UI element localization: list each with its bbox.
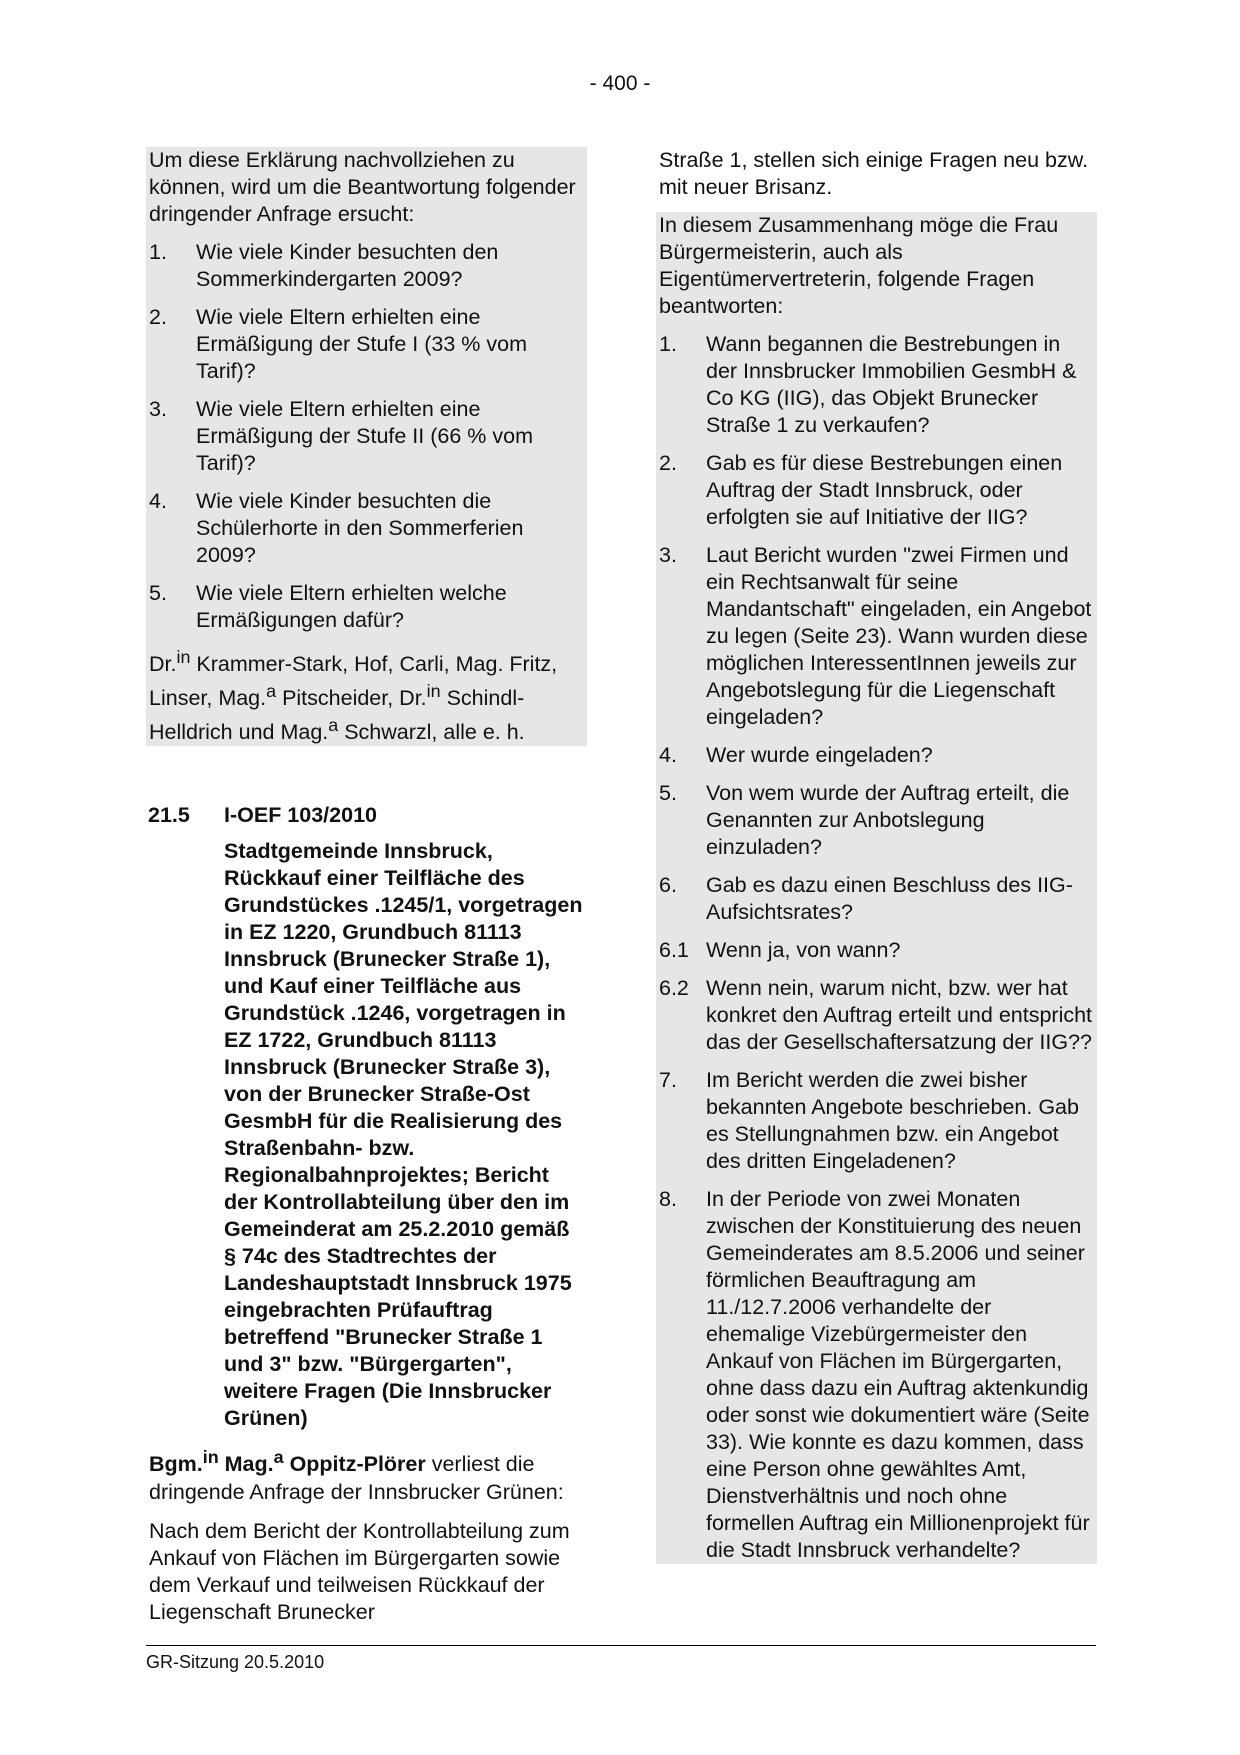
list-item: [149, 488, 584, 569]
list-text: Wie viele Kinder besuchten den Sommerkindergarten 2009?: [196, 240, 499, 291]
list-item: [659, 937, 1094, 964]
list-number: 2.: [149, 305, 167, 329]
list-number: 3.: [149, 397, 167, 421]
list-number: 6.: [659, 873, 677, 897]
list-text: Von wem wurde der Auftrag erteilt, die Genannten zur Anbotslegung einzuladen?: [706, 781, 1070, 859]
body-paragraph: Nach dem Bericht der Kontrollabteilung zum Ankauf von Flächen im Bürgergarten sowie dem Verkauf und teilweisen Rückkauf der Liegenschaft Brunecker: [149, 1518, 570, 1624]
list-item: [659, 331, 1094, 439]
right-shaded-block: [656, 212, 1097, 1564]
list-item: [149, 580, 584, 634]
footer-divider: [146, 1645, 1096, 1646]
list-item: [149, 396, 584, 477]
list-text: In der Periode von zwei Monaten zwischen der Konstituierung des neuen Gemeinderates am 8.5.2006 und seiner förmlichen Beauftragung am 11./12.7.2006 verhandelte der ehemalige Vizebürgermeister den Ankauf von Flächen im Bürgergarten, ohne dass dazu ein Auftrag aktenkundig oder sonst wie dokumentiert wäre (Seite 33). Wie konnte es dazu kommen, dass eine Person ohne gewähltes Amt, Dienstverhältnis und noch ohne formellen Auftrag ein Millionenprojekt für die Stadt Innsbruck verhandelte?: [706, 1187, 1090, 1562]
list-text: Wann begannen die Bestrebungen in der Innsbrucker Immobilien GesmbH & Co KG (IIG), das Objekt Brunecker Straße 1 zu verkaufen?: [706, 332, 1077, 437]
list-number: 3.: [659, 543, 677, 567]
right-continuation: Straße 1, stellen sich einige Fragen neu bzw. mit neuer Brisanz.: [659, 148, 1089, 199]
list-text: Wer wurde eingeladen?: [706, 743, 933, 767]
left-column: [146, 147, 587, 1626]
list-text: Gab es für diese Bestrebungen einen Auftrag der Stadt Innsbruck, oder erfolgten sie auf Initiative der IIG?: [706, 451, 1063, 529]
page-number: - 400 -: [589, 72, 651, 95]
list-number: 1.: [659, 332, 677, 356]
list-number: 5.: [149, 581, 167, 605]
right-intro: In diesem Zusammenhang möge die Frau Bürgermeisterin, auch als Eigentümervertreterin, folgende Fragen beantworten:: [659, 213, 1059, 318]
speaker-line: Bgm.$^{in}$ Mag.$^a$ Oppitz-Plörer verliest die dringende Anfrage der Innsbrucker Grünen:: [149, 1447, 564, 1504]
list-number: 5.: [659, 781, 677, 805]
left-intro: Um diese Erklärung nachvollziehen zu können, wird um die Beantwortung folgender dringender Anfrage ersucht:: [149, 148, 576, 226]
section-code: I-OEF 103/2010: [224, 803, 377, 828]
list-text: Im Bericht werden die zwei bisher bekannten Angebote beschrieben. Gab es Stellungnahmen bzw. ein Angebot des dritten Eingeladenen?: [706, 1068, 1079, 1173]
list-number: 7.: [659, 1068, 677, 1092]
list-number: 8.: [659, 1187, 677, 1211]
list-item: [149, 239, 584, 293]
list-number: 2.: [659, 451, 677, 475]
list-text: Wie viele Eltern erhielten welche Ermäßigungen dafür?: [196, 581, 507, 632]
list-text: Gab es dazu einen Beschluss des IIG-Aufsichtsrates?: [706, 873, 1073, 924]
section-heading: [146, 802, 587, 829]
list-item: [659, 450, 1094, 531]
list-number: 1.: [149, 240, 167, 264]
list-item: [659, 742, 1094, 769]
footer-text: GR-Sitzung 20.5.2010: [146, 1652, 325, 1672]
section-number: 21.5: [148, 803, 190, 828]
signatories: Dr.$^{in}$ Krammer-Stark, Hof, Carli, Mag. Fritz, Linser, Mag.$^a$ Pitscheider, Dr.$^{in}$ Schindl-Helldrich und Mag.$^a$ Schwarzl, alle e. h.: [149, 647, 558, 745]
list-item: [659, 872, 1094, 926]
list-text: Wenn nein, warum nicht, bzw. wer hat konkret den Auftrag erteilt und entspricht das der Gesellschaftersatzung der IIG??: [706, 976, 1093, 1054]
list-item: [659, 975, 1094, 1056]
list-item: [149, 304, 584, 385]
list-item: [659, 780, 1094, 861]
list-number: 6.2: [659, 976, 689, 1000]
left-shaded-block: [146, 147, 587, 746]
list-item: [659, 542, 1094, 731]
right-column: [656, 147, 1097, 1564]
list-text: Wie viele Eltern erhielten eine Ermäßigung der Stufe II (66 % vom Tarif)?: [196, 397, 533, 475]
list-text: Wie viele Kinder besuchten die Schülerhorte in den Sommerferien 2009?: [196, 489, 524, 567]
section-title: Stadtgemeinde Innsbruck, Rückkauf einer Teilfläche des Grundstückes .1245/1, vorgetragen in EZ 1220, Grundbuch 81113 Innsbruck (Brunecker Straße 1), und Kauf einer Teilfläche aus Grundstück .1246, vorgetragen in EZ 1722, Grundbuch 81113 Innsbruck (Brunecker Straße 3), von der Brunecker Straße-Ost GesmbH für die Realisierung des Straßenbahn- bzw. Regionalbahnprojektes; Bericht der Kontrollabteilung über den im Gemeinderat am 25.2.2010 gemäß § 74c des Stadtrechtes der Landeshauptstadt Innsbruck 1975 eingebrachten Prüfauftrag betreffend "Brunecker Straße 1 und 3" bzw. "Bürgergarten", weitere Fragen (Die Innsbrucker Grünen): [224, 839, 583, 1431]
list-number: 4.: [149, 489, 167, 513]
list-item: [659, 1186, 1094, 1564]
list-text: Laut Bericht wurden "zwei Firmen und ein Rechtsanwalt für seine Mandantschaft" eingeladen, ein Angebot zu legen (Seite 23). Wann wurden diese möglichen InteressentInnen jeweils zur Angebotslegung für die Liegenschaft eingeladen?: [706, 543, 1092, 729]
list-number: 6.1: [659, 938, 689, 962]
list-number: 4.: [659, 743, 677, 767]
list-text: Wenn ja, von wann?: [706, 938, 901, 962]
list-item: [659, 1067, 1094, 1175]
list-text: Wie viele Eltern erhielten eine Ermäßigung der Stufe I (33 % vom Tarif)?: [196, 305, 528, 383]
